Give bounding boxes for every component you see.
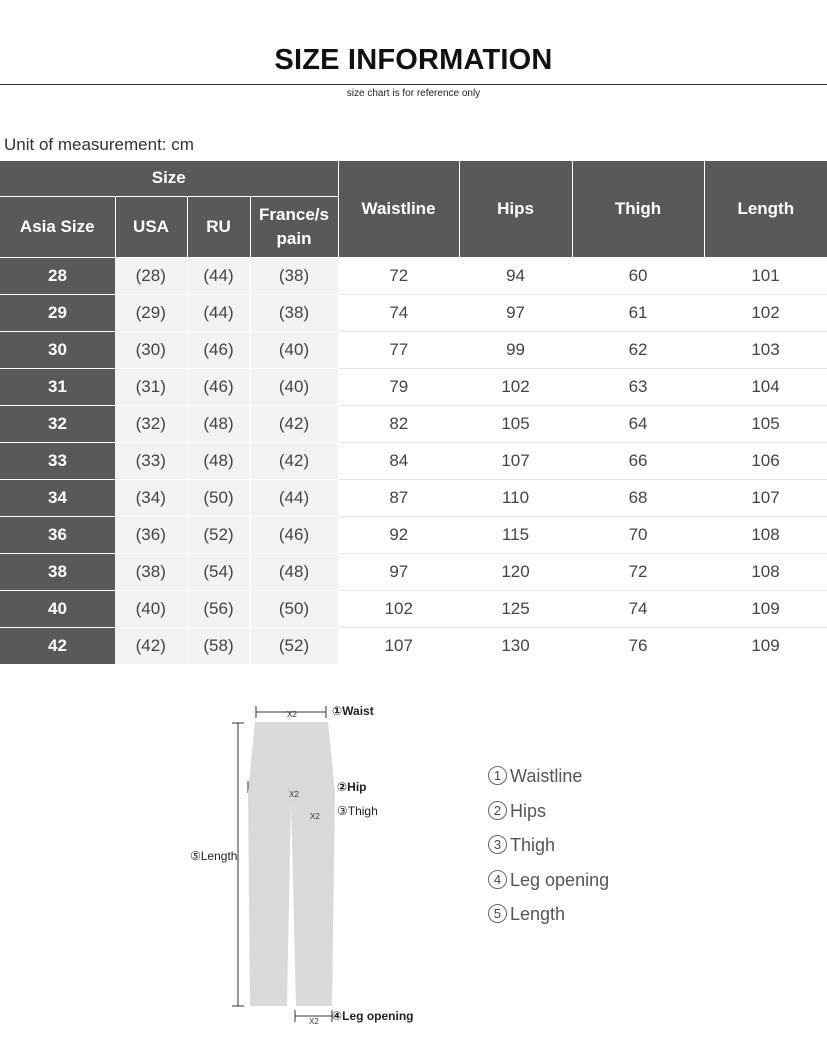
cell-france-spain: (38): [250, 257, 338, 294]
table-row: [0, 479, 827, 516]
unit-note: Unit of measurement: cm: [4, 135, 194, 154]
pants-diagram: [180, 690, 440, 1035]
cell-usa: (28): [115, 257, 187, 294]
cell-thigh: 68: [572, 479, 704, 516]
table-row: [0, 294, 827, 331]
leg-opening-label: ④Leg opening: [332, 1009, 414, 1023]
cell-length: 105: [704, 405, 827, 442]
cell-france-spain: (44): [250, 479, 338, 516]
legend-number: 5: [488, 904, 507, 923]
column-header-thigh: Thigh: [572, 161, 704, 257]
cell-france-spain: (46): [250, 516, 338, 553]
cell-usa: (29): [115, 294, 187, 331]
cell-usa: (31): [115, 368, 187, 405]
cell-ru: (54): [187, 553, 250, 590]
legend-item: [488, 904, 609, 939]
cell-thigh: 66: [572, 442, 704, 479]
cell-france-spain: (50): [250, 590, 338, 627]
length-label: ⑤Length: [190, 849, 238, 863]
cell-france-spain: (42): [250, 442, 338, 479]
cell-usa: (34): [115, 479, 187, 516]
table-row: [0, 405, 827, 442]
cell-usa: (32): [115, 405, 187, 442]
cell-asia-size: 38: [0, 553, 115, 590]
cell-waistline: 74: [338, 294, 459, 331]
size-group-header: Size: [0, 161, 338, 196]
column-header-waistline: Waistline: [338, 161, 459, 257]
thigh-multiplier: X2: [310, 812, 320, 821]
cell-length: 108: [704, 516, 827, 553]
cell-length: 107: [704, 479, 827, 516]
cell-asia-size: 42: [0, 627, 115, 664]
cell-asia-size: 31: [0, 368, 115, 405]
waist-multiplier: X2: [287, 710, 297, 719]
cell-waistline: 79: [338, 368, 459, 405]
page-subtitle: size chart is for reference only: [346, 88, 481, 99]
cell-ru: (52): [187, 516, 250, 553]
cell-asia-size: 34: [0, 479, 115, 516]
cell-length: 102: [704, 294, 827, 331]
cell-usa: (42): [115, 627, 187, 664]
cell-thigh: 63: [572, 368, 704, 405]
table-row: [0, 627, 827, 664]
legend-number: 3: [488, 835, 507, 854]
column-header-usa: USA: [115, 196, 187, 257]
cell-hips: 130: [459, 627, 572, 664]
cell-thigh: 64: [572, 405, 704, 442]
cell-france-spain: (52): [250, 627, 338, 664]
cell-hips: 94: [459, 257, 572, 294]
cell-ru: (46): [187, 368, 250, 405]
page-title: SIZE INFORMATION: [274, 44, 553, 76]
cell-ru: (56): [187, 590, 250, 627]
thigh-label: ③Thigh: [337, 804, 378, 818]
legend-label: Thigh: [510, 835, 556, 855]
column-header-length: Length: [704, 161, 827, 257]
cell-usa: (40): [115, 590, 187, 627]
hip-multiplier: X2: [289, 790, 299, 799]
cell-ru: (44): [187, 257, 250, 294]
table-row: [0, 442, 827, 479]
legend-label: Length: [510, 904, 566, 924]
column-header-france-spain: France/s pain: [250, 196, 338, 257]
measurement-legend: [488, 766, 609, 939]
size-table: [0, 161, 827, 664]
cell-hips: 110: [459, 479, 572, 516]
cell-thigh: 72: [572, 553, 704, 590]
legend-item: [488, 766, 609, 801]
cell-hips: 97: [459, 294, 572, 331]
cell-usa: (36): [115, 516, 187, 553]
cell-length: 106: [704, 442, 827, 479]
column-header-asia-size: Asia Size: [0, 196, 115, 257]
cell-asia-size: 40: [0, 590, 115, 627]
cell-hips: 102: [459, 368, 572, 405]
cell-ru: (50): [187, 479, 250, 516]
cell-asia-size: 33: [0, 442, 115, 479]
cell-asia-size: 36: [0, 516, 115, 553]
cell-waistline: 82: [338, 405, 459, 442]
cell-waistline: 84: [338, 442, 459, 479]
hip-label: ②Hip: [337, 780, 367, 794]
legend-number: 2: [488, 801, 507, 820]
column-header-hips: Hips: [459, 161, 572, 257]
cell-ru: (46): [187, 331, 250, 368]
cell-usa: (33): [115, 442, 187, 479]
table-row: [0, 590, 827, 627]
cell-asia-size: 28: [0, 257, 115, 294]
cell-asia-size: 29: [0, 294, 115, 331]
cell-usa: (38): [115, 553, 187, 590]
cell-thigh: 62: [572, 331, 704, 368]
cell-waistline: 102: [338, 590, 459, 627]
cell-asia-size: 30: [0, 331, 115, 368]
cell-france-spain: (38): [250, 294, 338, 331]
legend-number: 1: [488, 766, 507, 785]
column-header-ru: RU: [187, 196, 250, 257]
size-table-body: [0, 257, 827, 664]
cell-length: 103: [704, 331, 827, 368]
legend-label: Waistline: [510, 766, 583, 786]
cell-ru: (48): [187, 405, 250, 442]
leg-multiplier: X2: [309, 1017, 319, 1026]
cell-france-spain: (42): [250, 405, 338, 442]
cell-france-spain: (40): [250, 368, 338, 405]
legend-item: [488, 870, 609, 905]
cell-hips: 107: [459, 442, 572, 479]
cell-length: 109: [704, 590, 827, 627]
legend-label: Leg opening: [510, 869, 610, 890]
cell-thigh: 74: [572, 590, 704, 627]
table-row: [0, 368, 827, 405]
cell-usa: (30): [115, 331, 187, 368]
table-row: [0, 257, 827, 294]
cell-length: 109: [704, 627, 827, 664]
cell-waistline: 72: [338, 257, 459, 294]
cell-waistline: 92: [338, 516, 459, 553]
cell-ru: (48): [187, 442, 250, 479]
table-row: [0, 553, 827, 590]
legend-label: Hips: [510, 800, 547, 821]
cell-length: 101: [704, 257, 827, 294]
table-row: [0, 331, 827, 368]
cell-france-spain: (48): [250, 553, 338, 590]
cell-hips: 120: [459, 553, 572, 590]
cell-ru: (44): [187, 294, 250, 331]
waist-label: ①Waist: [332, 704, 374, 718]
cell-hips: 99: [459, 331, 572, 368]
title-divider: [0, 84, 827, 85]
cell-thigh: 61: [572, 294, 704, 331]
cell-france-spain: (40): [250, 331, 338, 368]
cell-ru: (58): [187, 627, 250, 664]
legend-item: [488, 835, 609, 870]
pants-shape: [248, 722, 335, 1006]
cell-length: 108: [704, 553, 827, 590]
cell-thigh: 70: [572, 516, 704, 553]
cell-asia-size: 32: [0, 405, 115, 442]
cell-hips: 125: [459, 590, 572, 627]
cell-waistline: 97: [338, 553, 459, 590]
cell-hips: 105: [459, 405, 572, 442]
legend-item: [488, 801, 609, 836]
cell-thigh: 60: [572, 257, 704, 294]
cell-length: 104: [704, 368, 827, 405]
cell-thigh: 76: [572, 627, 704, 664]
cell-hips: 115: [459, 516, 572, 553]
cell-waistline: 87: [338, 479, 459, 516]
cell-waistline: 77: [338, 331, 459, 368]
table-row: [0, 516, 827, 553]
cell-waistline: 107: [338, 627, 459, 664]
legend-number: 4: [488, 870, 507, 889]
